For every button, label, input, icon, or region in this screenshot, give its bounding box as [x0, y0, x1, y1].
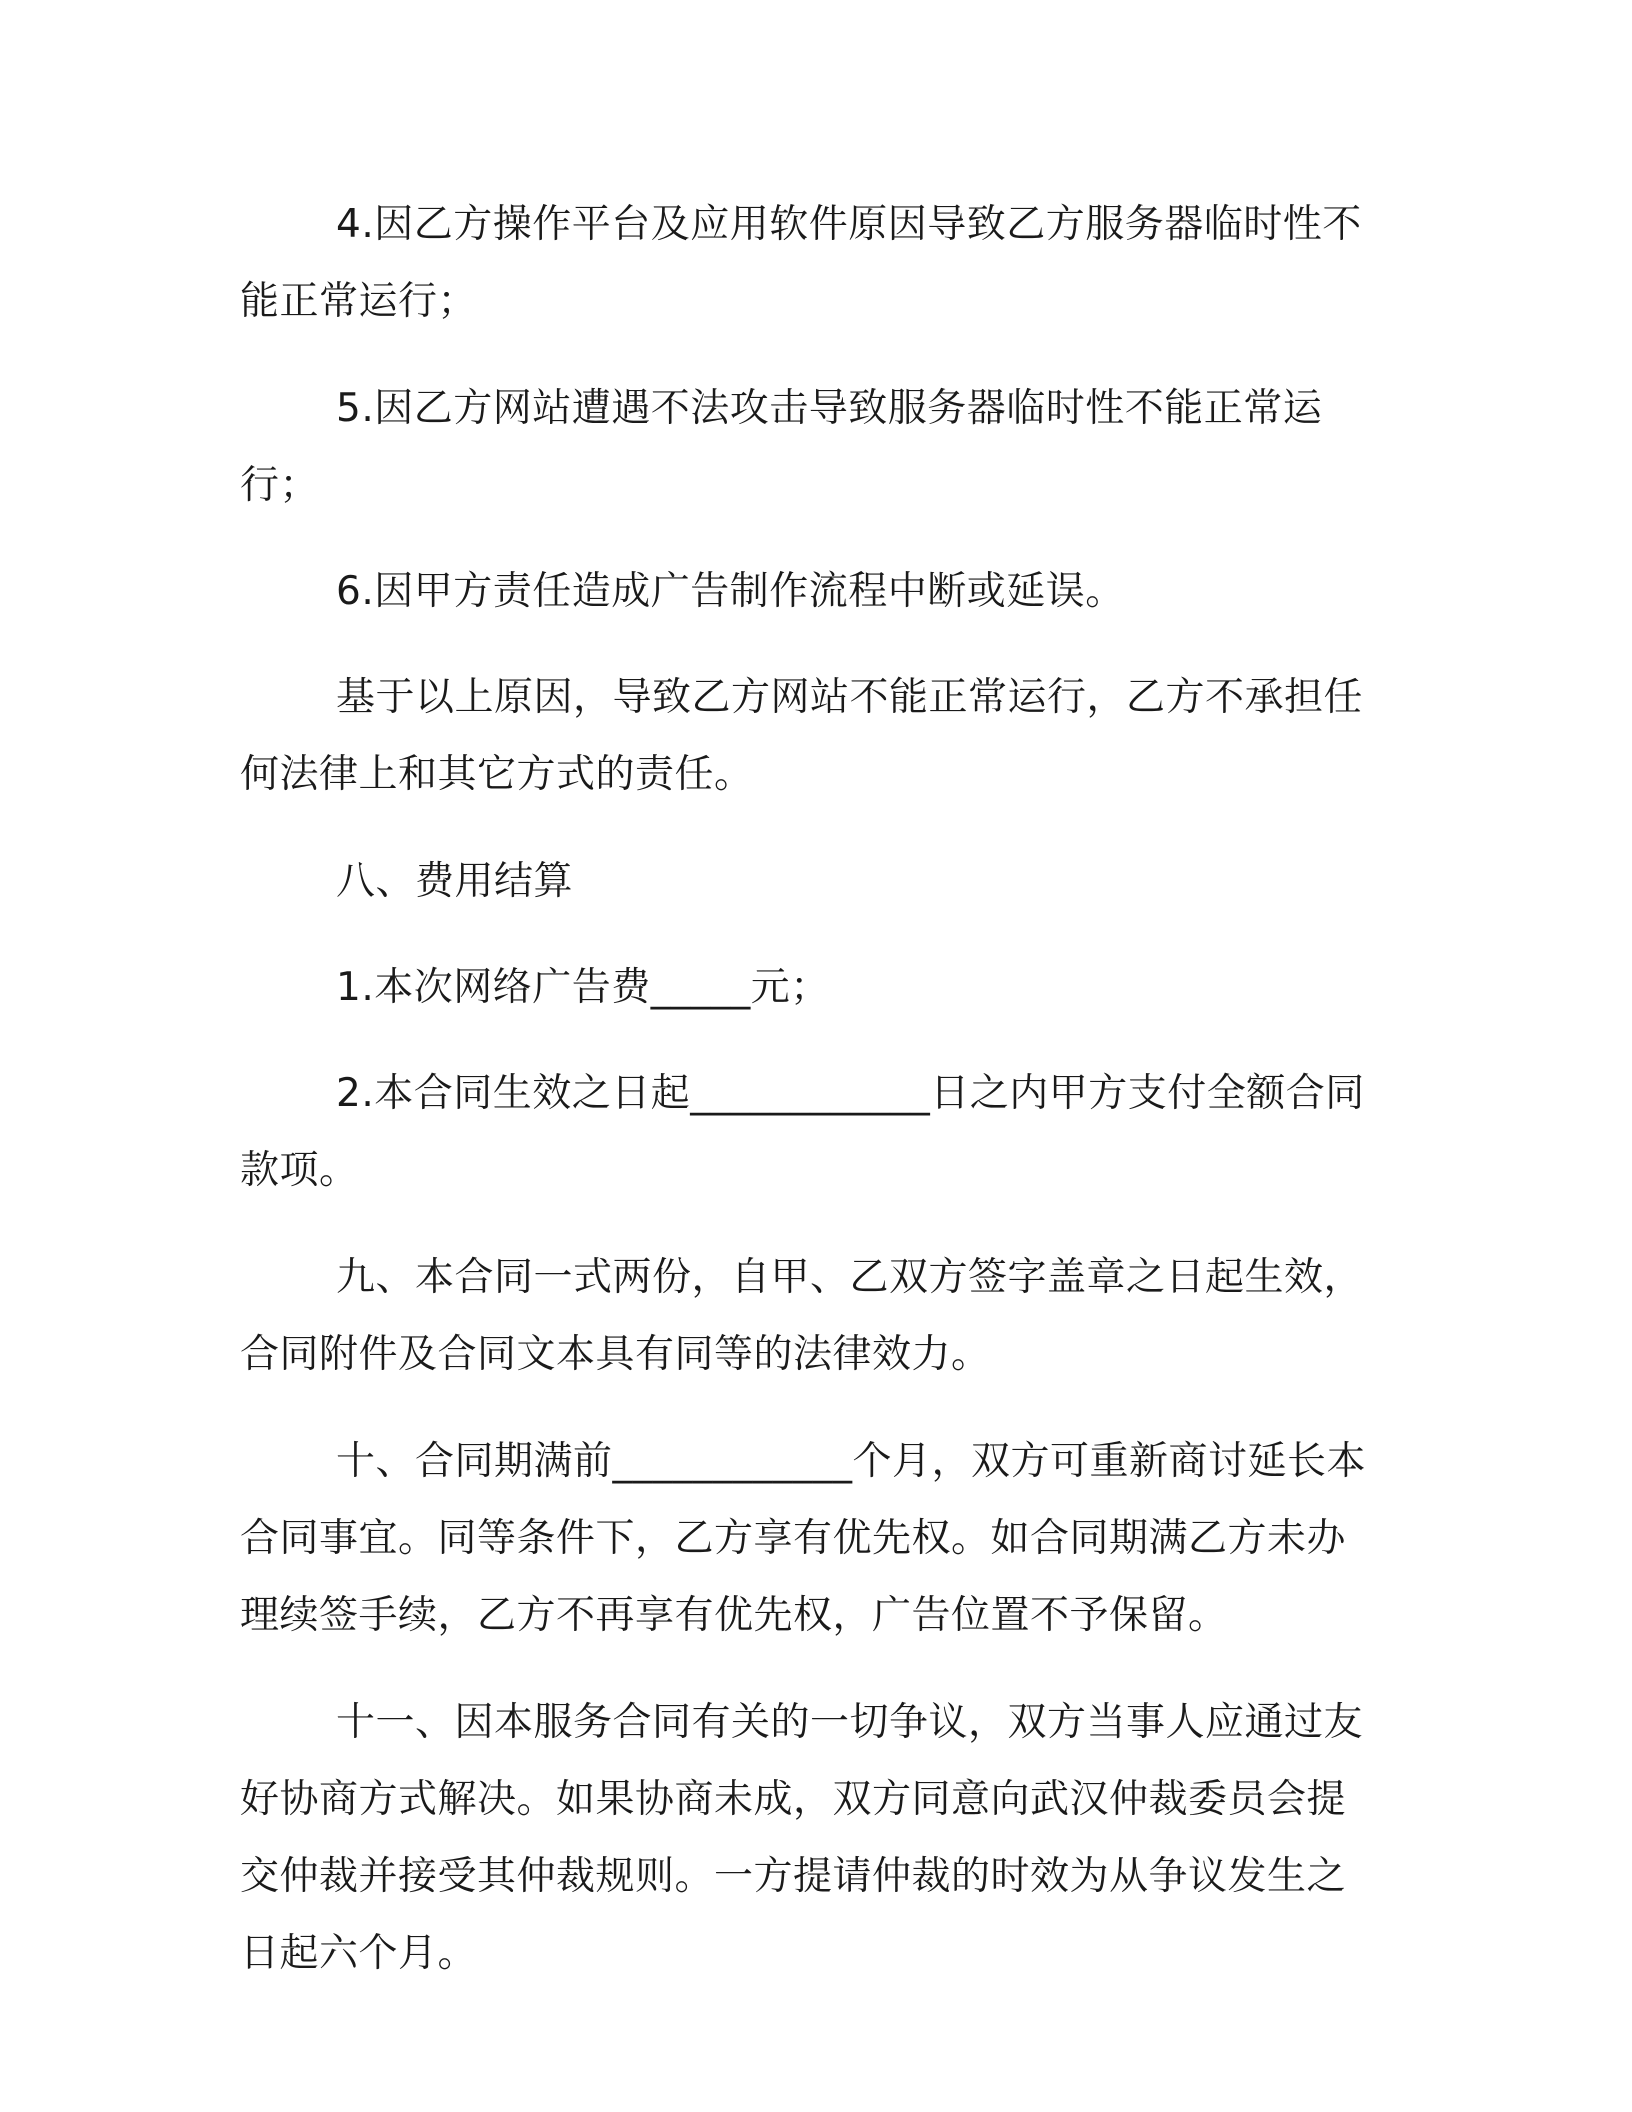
paragraph-clause-10: 十、合同期满前____________个月，双方可重新商讨延长本合同事宜。同等条件下，乙方享有优先权。如合同期满乙方未办理续签手续，乙方不再享有优先权，广告位置不予保留。 — [240, 1439, 1367, 1638]
paragraph-fee-item-2: 2.本合同生效之日起____________日之内甲方支付全额合同款项。 — [240, 1071, 1365, 1193]
paragraph-fee-item-1: 1.本次网络广告费_____元； — [336, 965, 830, 1010]
document-body — [240, 186, 1375, 1992]
paragraph-clause-7-item-6: 6.因甲方责任造成广告制作流程中断或延误。 — [336, 569, 1125, 614]
paragraph-clause-7-item-4: 4.因乙方操作平台及应用软件原因导致乙方服务器临时性不能正常运行； — [240, 202, 1362, 324]
paragraph-clause-9: 九、本合同一式两份，自甲、乙双方签字盖章之日起生效，合同附件及合同文本具有同等的法律效力。 — [240, 1255, 1364, 1377]
paragraph-liability-disclaimer: 基于以上原因，导致乙方网站不能正常运行，乙方不承担任何法律上和其它方式的责任。 — [240, 675, 1364, 797]
paragraph-clause-7-item-5: 5.因乙方网站遭遇不法攻击导致服务器临时性不能正常运行； — [240, 386, 1323, 508]
paragraph-clause-11: 十一、因本服务合同有关的一切争议，双方当事人应通过友好协商方式解决。如果协商未成，双方同意向武汉仲裁委员会提交仲裁并接受其仲裁规则。一方提请仲裁的时效为从争议发生之日起六个月。 — [240, 1700, 1364, 1976]
section-heading-fee-settlement: 八、费用结算 — [336, 859, 574, 904]
